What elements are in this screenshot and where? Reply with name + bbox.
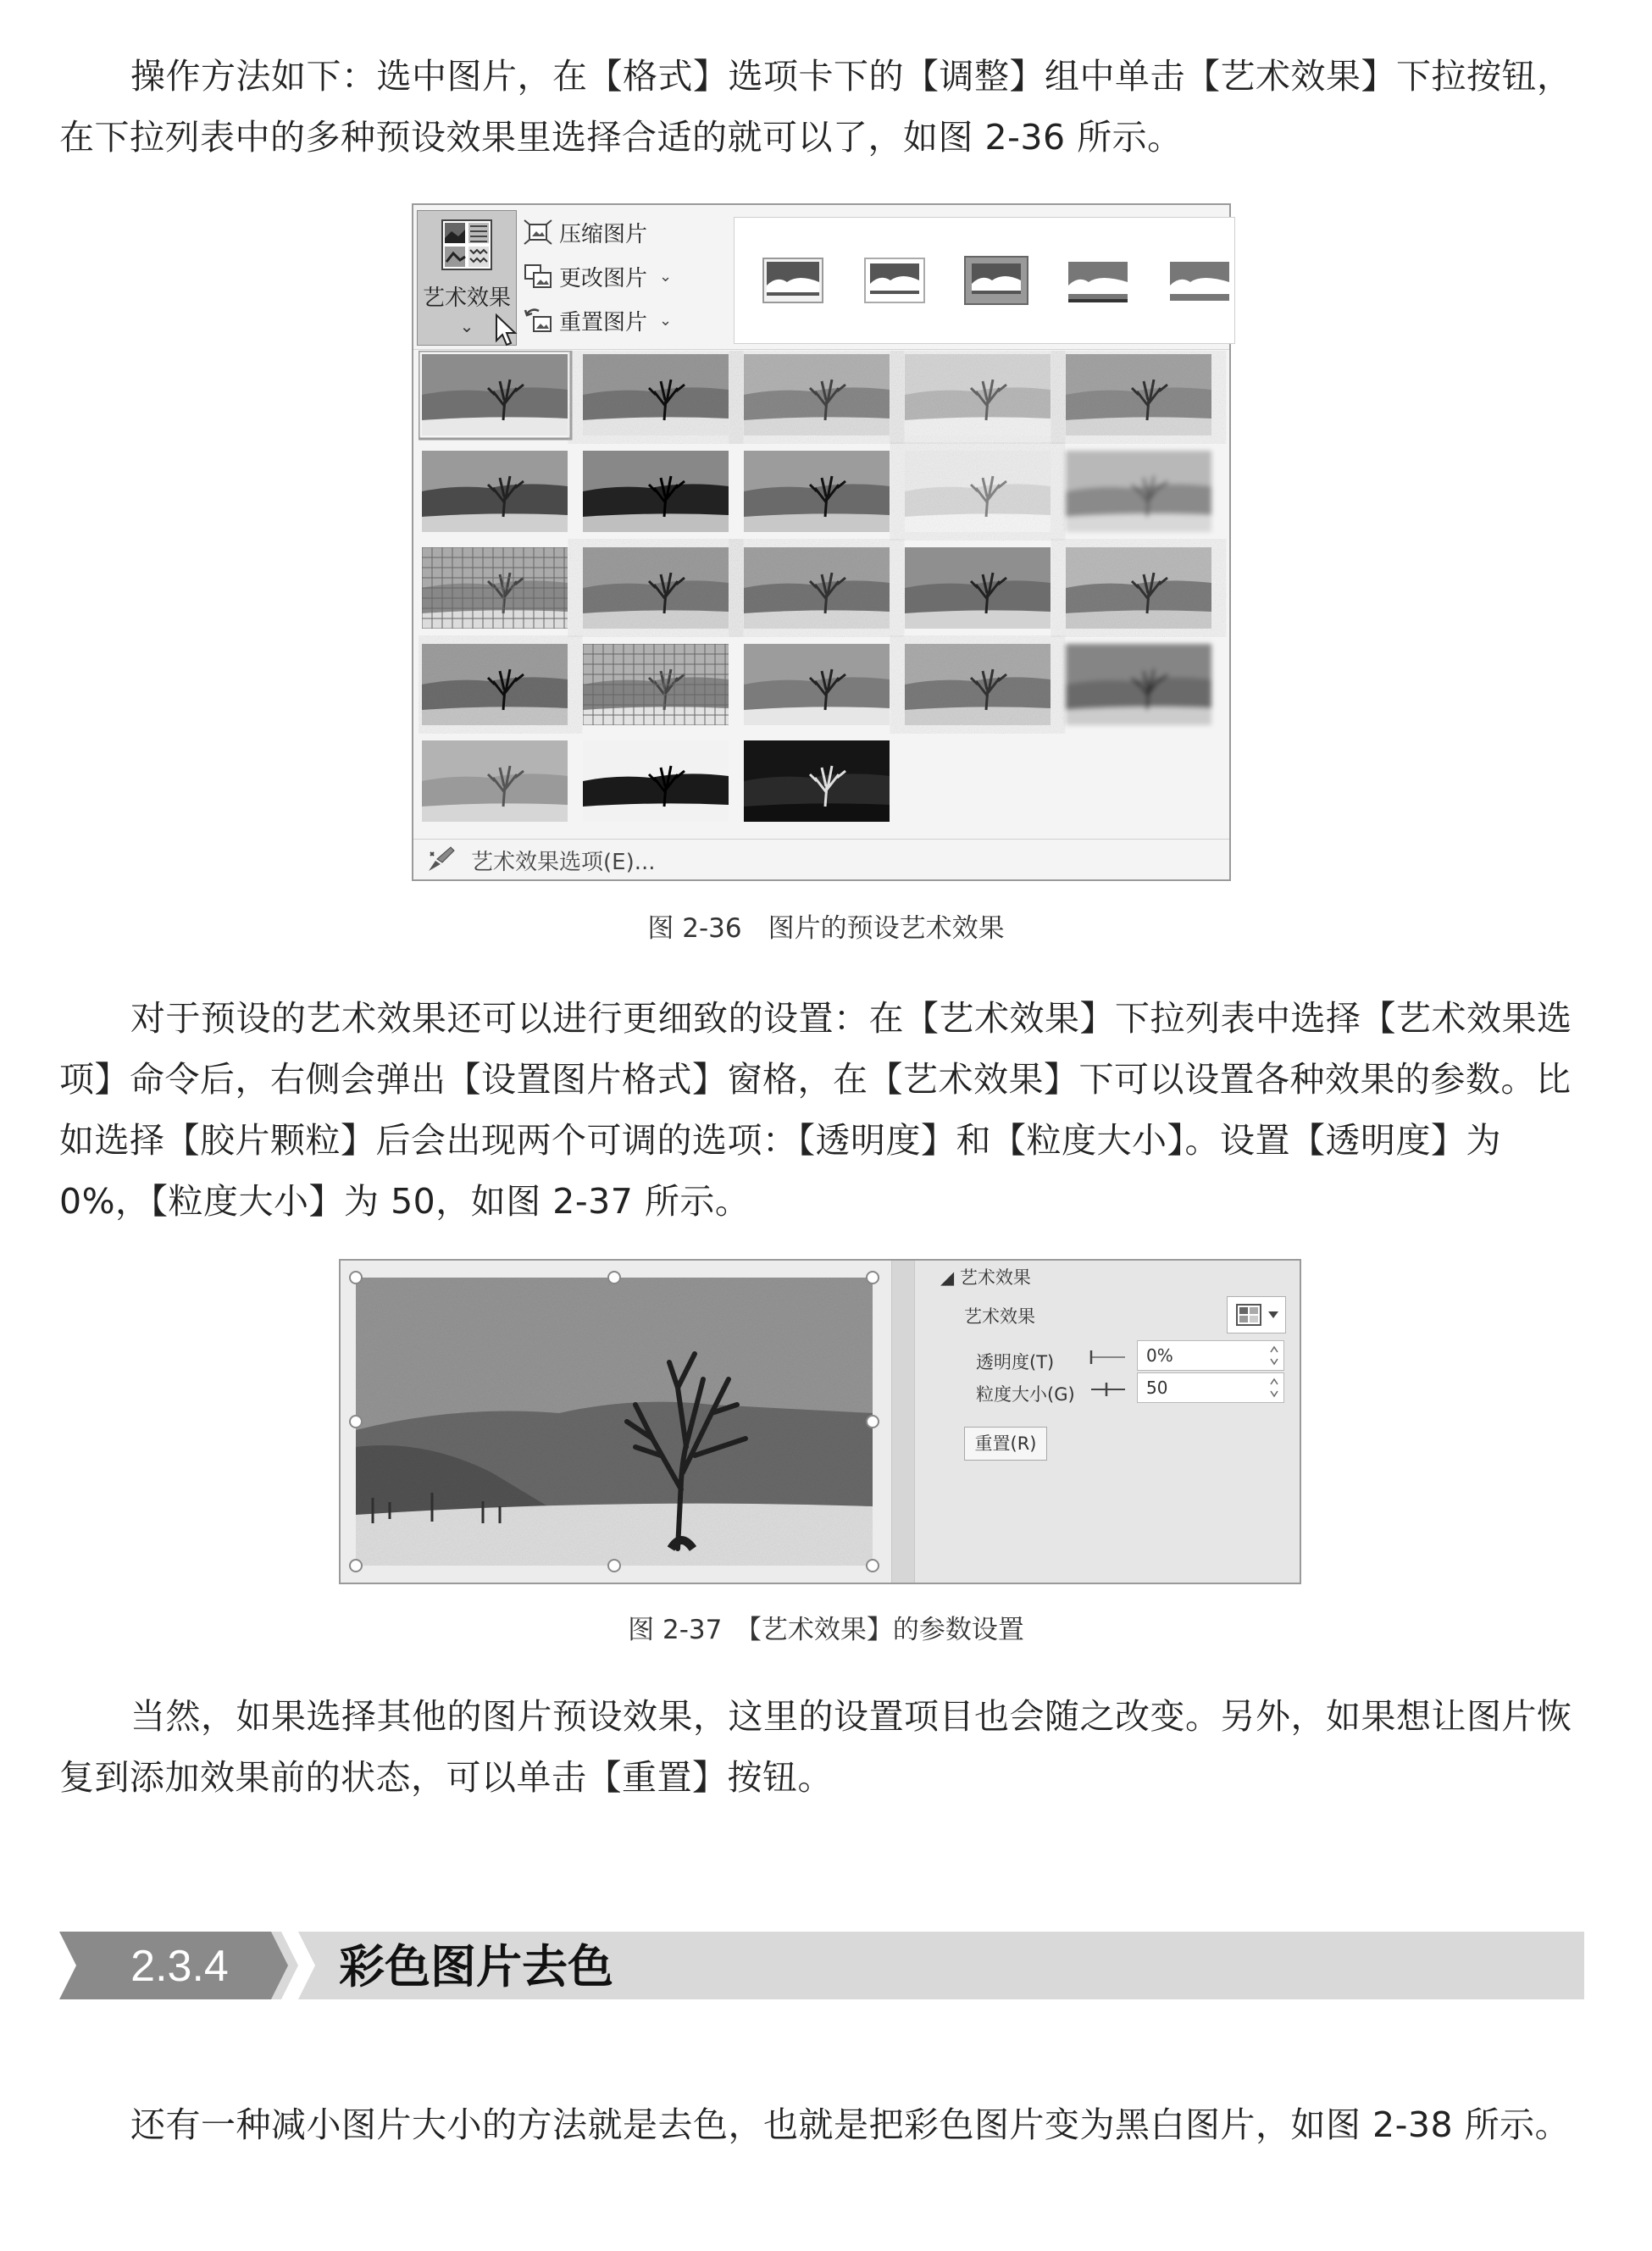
section-title: 彩色图片去色 [339, 1940, 613, 1993]
figure-art-effects-gallery [412, 203, 1231, 881]
pane-splitter[interactable] [891, 1261, 915, 1583]
compress-pictures-button[interactable] [524, 213, 647, 251]
transparency-input[interactable] [1137, 1340, 1284, 1371]
resize-handle[interactable] [607, 1559, 621, 1572]
resize-handle[interactable] [607, 1271, 621, 1284]
paragraph-intro: 操作方法如下：选中图片，在【格式】选项卡下的【调整】组中单击【艺术效果】下拉按钮，在下拉列表中的多种预设效果里选择合适的就可以了，如图 2-36 所示。 [59, 56, 1572, 158]
picture-style-preset-icon[interactable] [862, 255, 928, 306]
section-number: 2.3.4 [130, 1942, 229, 1991]
paragraph-grayscale: 还有一种减小图片大小的方法就是去色，也就是把彩色图片变为黑白图片，如图 2-38 所示。 [130, 2104, 1571, 2145]
resize-handle[interactable] [349, 1559, 363, 1572]
art-effect-preview-icon [1236, 1304, 1261, 1326]
picture-style-preset-icon[interactable] [760, 255, 826, 306]
format-picture-pane [915, 1261, 1300, 1583]
art-effect-thumbnail[interactable] [744, 644, 890, 725]
picture-style-preset-icon[interactable] [1065, 255, 1131, 306]
art-effect-thumbnail[interactable] [1066, 354, 1211, 435]
change-picture-button[interactable] [524, 258, 672, 295]
art-effect-thumbnail[interactable] [1066, 547, 1211, 629]
reset-picture-label: 重置图片 [559, 309, 648, 335]
compress-icon [524, 219, 552, 245]
art-effects-thumbnail-grid [419, 351, 1228, 834]
art-effect-thumbnail[interactable] [744, 451, 890, 532]
grain-size-value: 50 [1146, 1378, 1168, 1398]
art-effect-thumbnail[interactable] [905, 451, 1051, 532]
grain-size-slider[interactable] [1088, 1381, 1127, 1398]
change-picture-icon [524, 263, 552, 289]
compress-pictures-label: 压缩图片 [559, 221, 648, 247]
paragraph-reset: 当然，如果选择其他的图片预设效果，这里的设置项目也会随之改变。另外，如果想让图片恢复到添加效果前的状态，可以单击【重置】按钮。 [59, 1696, 1572, 1798]
art-effect-thumbnail[interactable] [1066, 644, 1211, 725]
resize-handle[interactable] [349, 1271, 363, 1284]
chevron-down-icon [1268, 1311, 1278, 1319]
resize-handle[interactable] [866, 1271, 879, 1284]
reset-picture-button[interactable] [524, 302, 672, 339]
reset-button[interactable]: 重置(R) [964, 1427, 1047, 1461]
art-effects-icon [441, 219, 492, 270]
transparency-label: 透明度(T) [976, 1352, 1055, 1372]
art-effect-thumbnail[interactable] [1066, 451, 1211, 532]
art-effect-thumbnail[interactable] [583, 451, 729, 532]
resize-handle[interactable] [866, 1559, 879, 1572]
change-picture-label: 更改图片 [559, 265, 648, 291]
art-effects-label: 艺术效果 [422, 286, 511, 311]
picture-style-preset-icon[interactable] [1167, 255, 1233, 306]
art-effect-thumbnail[interactable] [744, 547, 890, 629]
art-effect-thumbnail[interactable] [905, 644, 1051, 725]
art-effect-thumbnail[interactable] [905, 547, 1051, 629]
section-heading [59, 1930, 1584, 2001]
spinner-arrows-icon[interactable] [1270, 1375, 1278, 1400]
figure-2-37-caption: 图 2-37 【艺术效果】的参数设置 [628, 1615, 1024, 1645]
art-effects-section-header[interactable]: ◢ 艺术效果 [940, 1267, 1031, 1288]
picture-styles-gallery [734, 217, 1235, 344]
resize-handle[interactable] [866, 1415, 879, 1428]
art-effect-thumbnail[interactable] [422, 451, 568, 532]
figure-2-36-caption: 图 2-36 图片的预设艺术效果 [647, 913, 1005, 944]
art-effect-thumbnail[interactable] [422, 740, 568, 822]
chevron-down-icon: ⌄ [659, 267, 673, 286]
picture-style-preset-icon[interactable] [963, 255, 1029, 306]
picture-canvas [341, 1261, 891, 1583]
art-effect-thumbnail[interactable] [583, 644, 729, 725]
mouse-cursor-icon [494, 313, 519, 347]
spinner-arrows-icon[interactable] [1270, 1343, 1278, 1368]
art-effect-thumbnail[interactable] [905, 354, 1051, 435]
chevron-down-icon: ⌄ [659, 311, 673, 330]
film-grain-picture[interactable] [356, 1278, 873, 1566]
art-effect-thumbnail[interactable] [422, 644, 568, 725]
art-effect-thumbnail[interactable] [583, 354, 729, 435]
art-effect-dropdown[interactable] [1227, 1296, 1286, 1333]
transparency-value: 0% [1146, 1345, 1173, 1366]
art-effects-options-label: 艺术效果选项(E)... [471, 849, 656, 875]
art-effect-thumbnail[interactable] [744, 354, 890, 435]
reset-picture-icon [524, 308, 552, 333]
art-effect-thumbnail[interactable] [583, 547, 729, 629]
art-effects-row-label: 艺术效果 [964, 1306, 1035, 1327]
grain-size-input[interactable] [1137, 1372, 1284, 1403]
art-effect-thumbnail[interactable] [583, 740, 729, 822]
art-effect-thumbnail[interactable] [422, 547, 568, 629]
chevron-down-icon: ⌄ [459, 316, 474, 336]
art-effect-thumbnail[interactable] [744, 740, 890, 822]
paragraph-settings: 对于预设的艺术效果还可以进行更细致的设置：在【艺术效果】下拉列表中选择【艺术效果选项】命令后，右侧会弹出【设置图片格式】窗格，在【艺术效果】下可以设置各种效果的参数。比如选择【胶片颗粒】后会出现两个可调的选项：【透明度】和【粒度大小】。设置【透明度】为 0%，【粒度大小】为 50，如图 2-37 所示。 [59, 998, 1572, 1222]
art-effects-options-icon [425, 846, 459, 874]
figure-art-effects-settings [339, 1259, 1301, 1584]
resize-handle[interactable] [349, 1415, 363, 1428]
transparency-slider[interactable] [1088, 1349, 1127, 1366]
art-effect-thumbnail[interactable] [419, 351, 571, 439]
ribbon-adjust-group [413, 205, 1229, 350]
art-effects-options-menu-item[interactable] [413, 839, 1229, 880]
grain-size-label: 粒度大小(G) [976, 1384, 1075, 1405]
